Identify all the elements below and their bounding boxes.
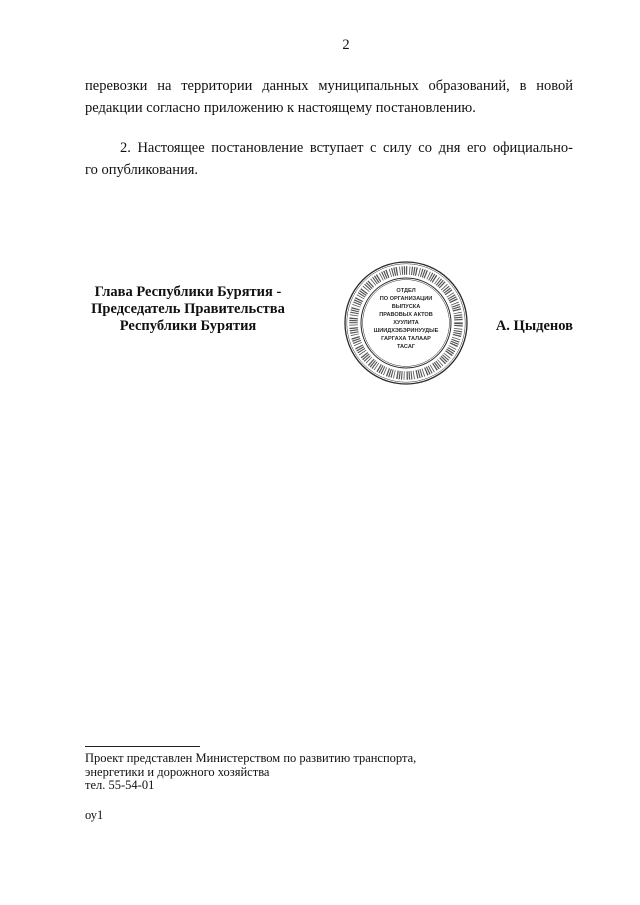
seal-inner-line: ПРАВОВЫХ АКТОВ	[379, 312, 433, 318]
footnote-line: энергетики и дорожного хозяйства	[85, 764, 270, 779]
paragraph-line: 2. Настоящее постановление вступает с силу со дня его официально-	[120, 140, 573, 156]
paragraph-line: редакции согласно приложению к настоящему постановлению.	[85, 99, 476, 116]
page-number: 2	[342, 37, 350, 53]
paragraph-line: перевозки на территории данных муниципальных образований, в новой	[85, 78, 573, 94]
paragraph-line: го опубликования.	[85, 161, 199, 178]
signatory-position-line: Глава Республики Бурятия -	[94, 284, 282, 300]
signatory-position	[78, 284, 298, 335]
signatory-position-line: Республики Бурятия	[119, 318, 257, 334]
seal-inner-line: ВЫПУСКА	[391, 304, 421, 310]
seal-inner-line: ТАСАГ	[396, 344, 416, 350]
seal-inner-line: ГАРГАХА ТАЛААР	[381, 336, 431, 342]
seal-inner-line: ПО ОРГАНИЗАЦИИ	[379, 296, 433, 302]
signatory-name: А. Цыденов	[495, 318, 573, 334]
seal-inner-line: ХУУЛИТА	[393, 320, 419, 326]
footnote-divider	[85, 746, 200, 747]
footnote-line: тел. 55-54-01	[85, 778, 155, 792]
footnote-line: Проект представлен Министерством по развитию транспорта,	[85, 751, 417, 765]
signatory-position-line: Председатель Правительства	[91, 301, 285, 317]
paragraph-item-2	[85, 138, 573, 181]
seal-inner-line: ОТДЕЛ	[396, 288, 416, 294]
footnote-block	[85, 752, 416, 793]
seal-inner-line: ШИИДХЭБЭРИНУУДЫЕ	[373, 328, 439, 334]
document-code: оу1	[85, 808, 104, 822]
official-seal	[343, 260, 469, 386]
paragraph-continuation	[85, 76, 573, 119]
